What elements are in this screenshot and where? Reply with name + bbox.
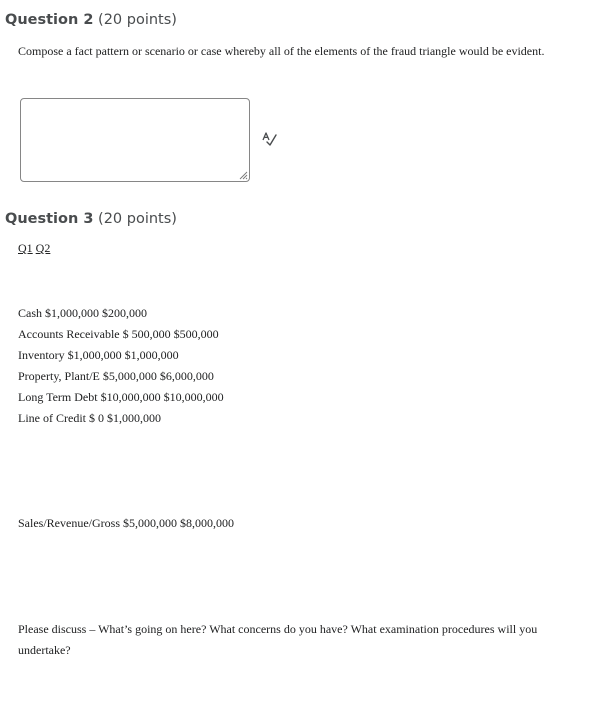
question-3-heading [5, 211, 177, 227]
balance-row-long-term-debt: Long Term Debt $10,000,000 $10,000,000 [18, 390, 224, 404]
balance-row-inventory: Inventory $1,000,000 $1,000,000 [18, 348, 179, 362]
column-header-q1: Q1 [18, 241, 33, 255]
balance-row-accounts-receivable: Accounts Receivable $ 500,000 $500,000 [18, 327, 219, 341]
question-3-discussion-prompt: Please discuss – What’s going on here? What concerns do you have? What examination procedures will you undertake? [18, 622, 538, 657]
balance-row-property-plant: Property, Plant/E $5,000,000 $6,000,000 [18, 369, 214, 383]
balance-row-line-of-credit: Line of Credit $ 0 $1,000,000 [18, 411, 161, 425]
question-2-title: Question 2 [5, 12, 94, 28]
period-column-headers [18, 241, 50, 256]
question-2-prompt: Compose a fact pattern or scenario or case whereby all of the elements of the fraud triangle would be evident. [18, 44, 545, 58]
resize-grip-icon[interactable] [239, 171, 248, 180]
balance-row-cash: Cash $1,000,000 $200,000 [18, 306, 147, 320]
answer-textarea[interactable] [20, 98, 250, 182]
spellcheck-icon[interactable] [261, 131, 277, 147]
question-2-points: (20 points) [98, 12, 177, 28]
question-2-heading [5, 12, 177, 28]
question-3-points: (20 points) [98, 211, 177, 227]
sales-revenue-row: Sales/Revenue/Gross $5,000,000 $8,000,000 [18, 516, 234, 530]
question-3-title: Question 3 [5, 211, 94, 227]
column-header-q2: Q2 [35, 241, 51, 255]
